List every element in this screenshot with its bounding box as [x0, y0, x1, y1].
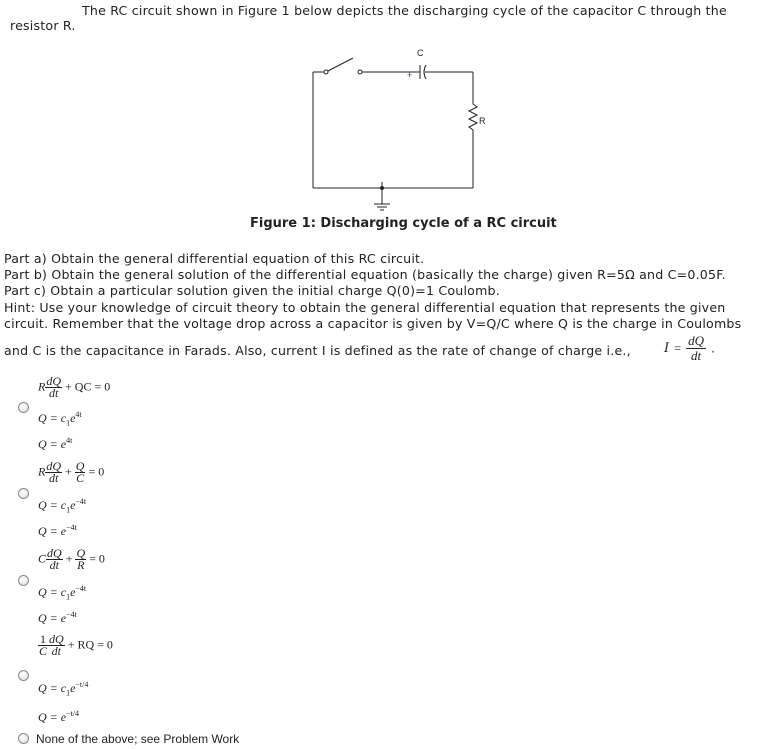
option-1-part-prefix: Q = e — [38, 437, 67, 451]
option-4-gen-prefix: Q = c — [38, 681, 67, 695]
rc-circuit-diagram — [300, 44, 500, 224]
option-1-derivative — [45, 376, 62, 399]
option-2-gen-prefix: Q = c — [38, 498, 67, 512]
option-2-particular-solution — [38, 523, 77, 539]
option-3-equation — [38, 548, 105, 571]
option-1-eq-suffix: + QC = 0 — [65, 379, 111, 394]
switch-blade — [328, 58, 353, 71]
option-1-num: dQ — [46, 374, 62, 388]
option-3-eq-prefix: C — [38, 551, 47, 566]
option-3-gen-prefix: Q = c — [38, 585, 67, 599]
option-4-part-exp: −t/4 — [66, 709, 80, 718]
ground-junction-dot — [380, 186, 384, 190]
dq-dt-fraction — [686, 334, 706, 363]
option-3-radio[interactable] — [18, 575, 29, 586]
current-definition — [664, 334, 715, 363]
fraction-numerator: dQ — [688, 333, 704, 348]
option-4-reciprocal — [38, 634, 48, 657]
option-3-general-solution — [38, 584, 86, 601]
hint-line-1: Hint: Use your knowledge of circuit theory to obtain the general differential equation that represents the given — [4, 300, 726, 315]
option-2-num2: Q — [75, 459, 85, 473]
capacitor-plus-label: + — [407, 70, 413, 80]
option-4-gen-sub: 1 — [66, 688, 71, 698]
option-1-gen-exp: 4t — [75, 410, 82, 419]
option-2-eq-suffix: = 0 — [88, 464, 105, 479]
option-1-gen-sub: 1 — [66, 418, 71, 428]
option-3-gen-sub: 1 — [66, 592, 71, 602]
option-2-equation — [38, 461, 104, 484]
hint-line-3: and C is the capacitance in Farads. Also, current I is defined as the rate of change of charge i.e., — [4, 343, 631, 358]
switch-terminal-left — [324, 70, 328, 74]
option-3-num2: Q — [76, 546, 86, 560]
option-4-radio[interactable] — [18, 670, 29, 681]
option-2-gen-e: e — [70, 498, 76, 512]
figure-caption: Figure 1: Discharging cycle of a RC circuit — [250, 216, 557, 231]
option-3-den2: R — [77, 558, 85, 572]
option-2-part-exp: −4t — [66, 523, 77, 532]
option-1-den: dt — [49, 386, 59, 400]
option-2-radio[interactable] — [18, 488, 29, 499]
option-3-den: dt — [49, 558, 60, 572]
option-3-part-prefix: Q = e — [38, 611, 67, 625]
option-2-general-solution — [38, 497, 86, 514]
part-b: Part b) Obtain the general solution of the differential equation (basically the charge) given R=5Ω and C=0.05F. — [4, 267, 726, 282]
option-4-num: 1 — [38, 634, 48, 646]
option-3-gen-exp: −4t — [75, 584, 87, 593]
option-4-num-b: dQ — [49, 632, 64, 646]
part-a: Part a) Obtain the general differential equation of this RC circuit. — [4, 251, 425, 266]
option-1-particular-solution — [38, 436, 72, 452]
resistor-symbol — [469, 104, 477, 134]
resistor-label: R — [479, 116, 486, 126]
option-4-general-solution — [38, 680, 88, 697]
option-3-num: dQ — [47, 546, 62, 560]
option-2-gen-exp: −4t — [75, 497, 87, 506]
option-3-ratio — [75, 548, 86, 571]
option-5-radio[interactable] — [18, 733, 29, 744]
option-4-den: C — [39, 644, 48, 658]
option-4-equation — [38, 634, 113, 657]
option-4-gen-exp: −t/4 — [75, 680, 89, 689]
none-of-the-above-label: None of the above; see Problem Work — [36, 732, 240, 746]
option-1-gen-e: e — [70, 411, 76, 425]
option-3-plus: + — [65, 551, 73, 566]
intro-line-2: resistor R. — [10, 18, 76, 33]
option-4-gen-e: e — [70, 681, 76, 695]
option-2-eq-prefix: R — [38, 464, 46, 479]
option-2-den: dt — [49, 471, 59, 485]
option-3-part-exp: −4t — [66, 610, 77, 619]
part-c: Part c) Obtain a particular solution given the initial charge Q(0)=1 Coulomb. — [4, 283, 500, 298]
option-2-ratio — [75, 461, 86, 484]
option-4-derivative — [48, 634, 65, 657]
option-1-eq-prefix: R — [38, 379, 46, 394]
period: . — [711, 341, 715, 356]
option-4-part-prefix: Q = e — [38, 710, 67, 724]
option-2-gen-sub: 1 — [66, 505, 71, 515]
option-1-general-solution — [38, 410, 82, 427]
option-2-part-prefix: Q = e — [38, 524, 67, 538]
option-3-eq-suffix: = 0 — [89, 551, 105, 566]
option-3-gen-e: e — [70, 585, 76, 599]
option-1-equation — [38, 376, 110, 399]
current-symbol: I — [664, 341, 670, 356]
intro-line-1: The RC circuit shown in Figure 1 below depicts the discharging cycle of the capacitor C through the — [82, 3, 727, 18]
option-2-num: dQ — [46, 459, 62, 473]
option-2-plus: + — [65, 464, 72, 479]
option-4-particular-solution — [38, 709, 79, 725]
equals-sign: = — [674, 341, 682, 355]
option-3-derivative — [46, 548, 63, 571]
option-3-particular-solution — [38, 610, 77, 626]
option-4-eq-suffix: + RQ = 0 — [67, 637, 113, 652]
fraction-denominator: dt — [690, 348, 702, 363]
capacitor-label: C — [417, 48, 424, 58]
option-2-den2: C — [76, 471, 85, 485]
option-2-derivative — [45, 461, 62, 484]
switch-terminal-right — [358, 70, 362, 74]
option-1-gen-prefix: Q = c — [38, 411, 67, 425]
option-1-part-exp: 4t — [66, 436, 73, 445]
option-1-radio[interactable] — [18, 402, 29, 413]
option-4-den-b: dt — [51, 644, 62, 658]
hint-line-2: circuit. Remember that the voltage drop across a capacitor is given by V=Q/C where Q is the charge in Coulombs — [4, 316, 742, 331]
